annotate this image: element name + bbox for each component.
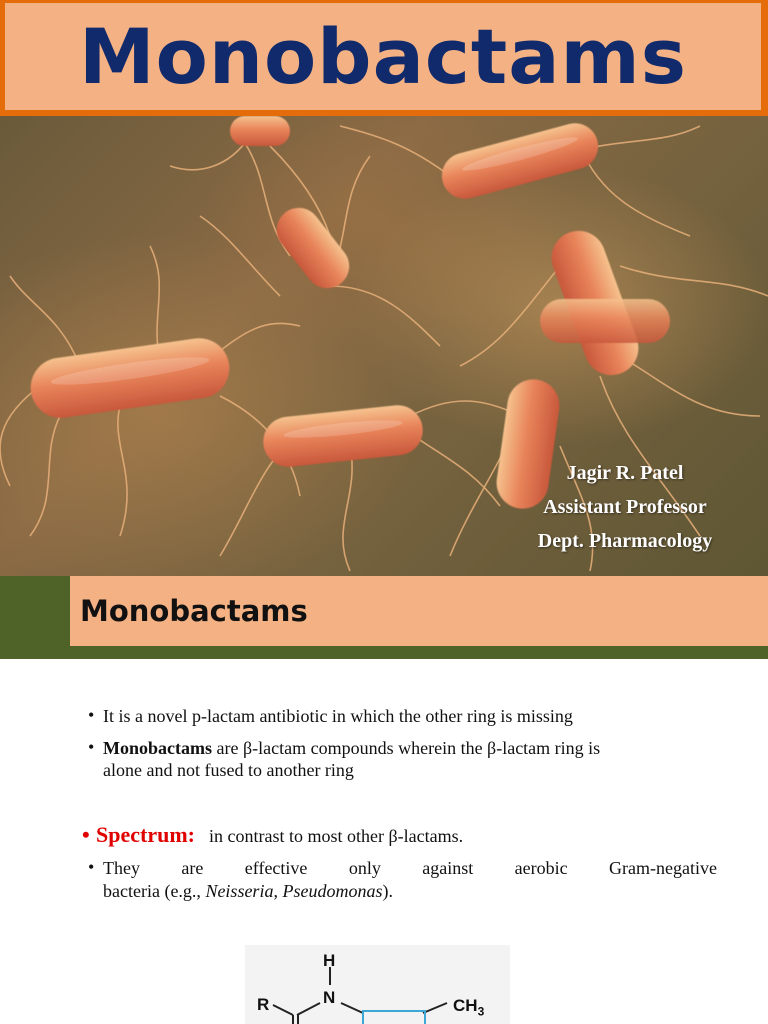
bullet-dot: • — [88, 737, 95, 757]
author-name: Jagir R. Patel — [566, 462, 684, 484]
bullet-3 — [96, 822, 736, 849]
atom-h: H — [323, 951, 336, 970]
author-department: Dept. Pharmacology — [537, 530, 713, 552]
genus-neisseria: Neisseria — [205, 881, 274, 901]
bullet-2-line-2: alone and not fused to another ring — [103, 760, 354, 780]
bullet-dot: • — [88, 705, 95, 725]
bullet-1: It is a novel p-lactam antibiotic in which the other ring is missing — [103, 706, 573, 726]
bullet-2-text: are β-lactam compounds wherein the β-lactam ring is — [212, 738, 601, 758]
bullet-4-line-1: They are effective only against aerobic Gram-negative — [103, 858, 717, 878]
methyl-subscript: 3 — [477, 1004, 485, 1019]
author-credits — [510, 456, 740, 558]
bullet-2-term: Monobactams — [103, 738, 212, 758]
bullet-dot-spectrum: • — [82, 822, 90, 847]
genus-pseudomonas: Pseudomonas — [282, 881, 383, 901]
spectrum-text: in contrast to most other β-lactams. — [208, 826, 464, 846]
bacteria-image — [0, 116, 768, 576]
author-position: Assistant Professor — [543, 496, 707, 518]
spectrum-label: Spectrum: — [96, 822, 195, 847]
monobactam-structure — [245, 945, 510, 1024]
section-title: Monobactams — [80, 594, 308, 628]
methyl-group — [453, 996, 484, 1018]
title-box — [5, 3, 761, 110]
bullet-2-line-1 — [103, 737, 723, 759]
atom-n: N — [323, 988, 336, 1007]
methyl-ch: CH — [453, 996, 478, 1015]
title-banner — [0, 0, 768, 116]
bullet-dot: • — [88, 857, 95, 877]
slide-title: Monobactams — [79, 12, 687, 101]
atom-r: R — [257, 995, 270, 1014]
bullet-4-separator: , — [273, 881, 283, 901]
bullet-4-line-2 — [103, 880, 723, 902]
bullet-4-text: bacteria (e.g., — [103, 881, 206, 901]
bullet-4-end: ). — [382, 881, 393, 901]
